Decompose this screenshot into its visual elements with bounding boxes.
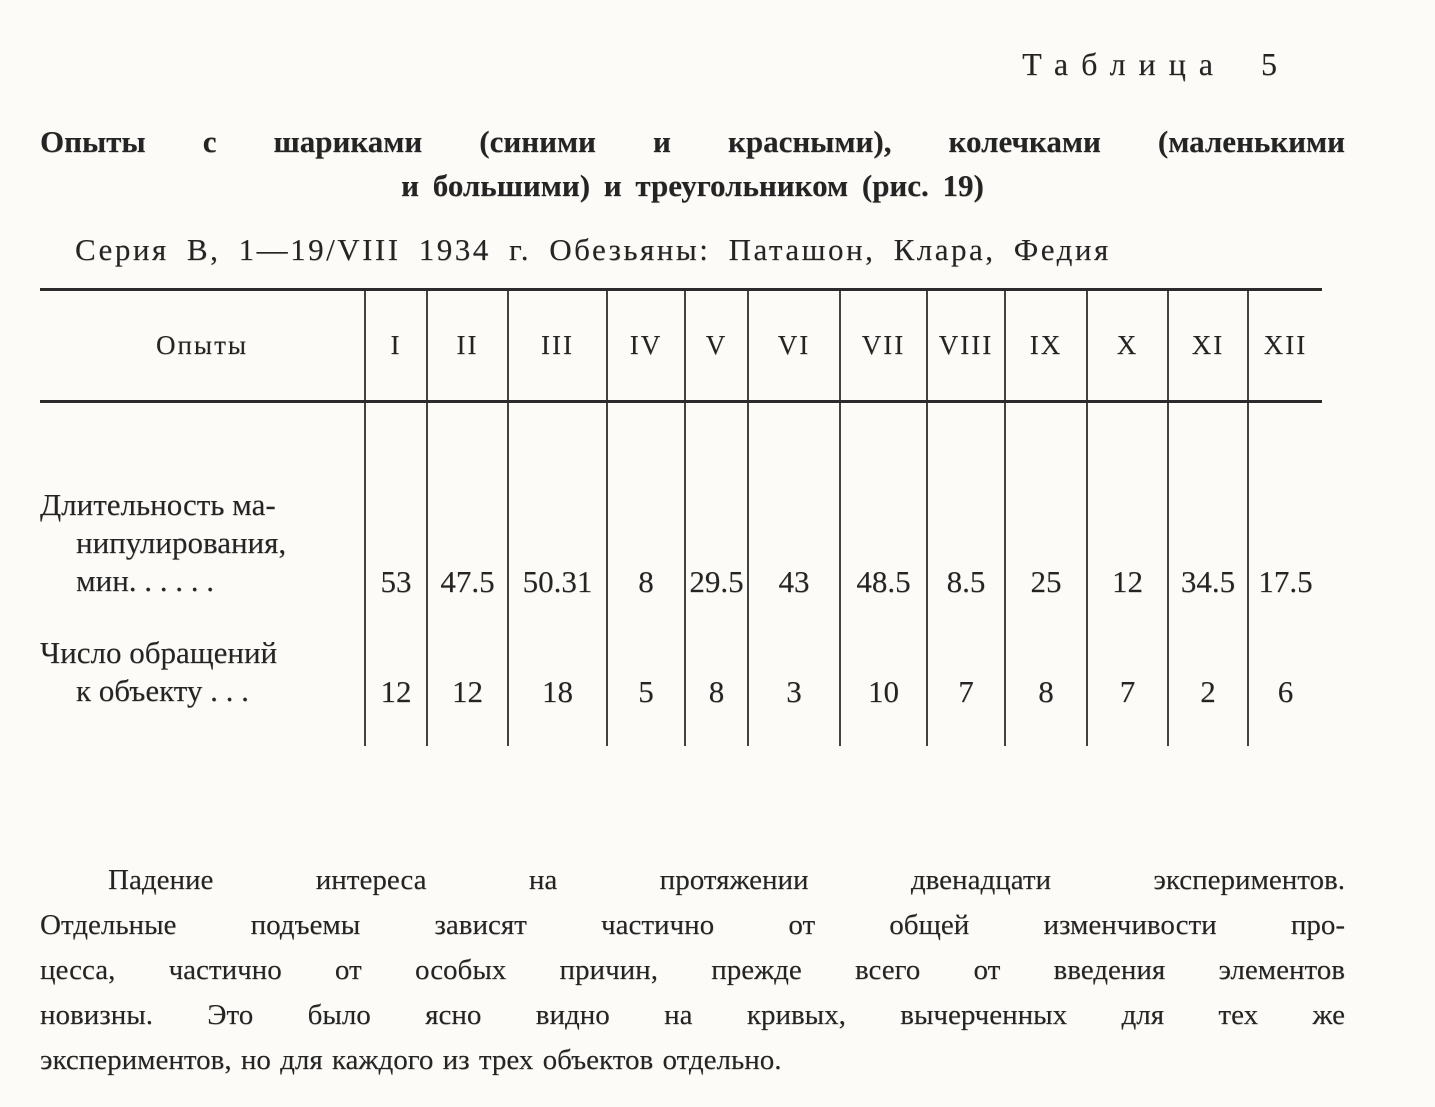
table-caption: Таблица 5	[1022, 46, 1290, 82]
value-cell: 48.5	[840, 402, 927, 620]
row-label-line: к объекту . . .	[76, 672, 249, 708]
experiments-table	[40, 288, 1322, 746]
header-cell: VI	[748, 290, 840, 402]
value-cell: 43	[748, 402, 840, 620]
paragraph-line: Падение интереса на протяжении двенадцати экспериментов.	[108, 863, 1345, 896]
header-cell: VII	[840, 290, 927, 402]
value-cell: 25	[1005, 402, 1087, 620]
value-cell: 50.31	[508, 402, 607, 620]
row-label-line: Число обращений	[40, 634, 278, 670]
value-cell: 34.5	[1168, 402, 1248, 620]
title-line-1: Опыты с шариками (синими и красными), колечками (маленькими	[40, 124, 1345, 159]
value-cell: 7	[1087, 620, 1168, 746]
paragraph-line: Отдельные подъемы зависят частично от общей изменчивости про-	[40, 908, 1345, 941]
row-label-line: нипулирования,	[76, 524, 287, 560]
header-cell: XI	[1168, 290, 1248, 402]
row-label-contacts	[40, 620, 365, 746]
value-cell: 7	[927, 620, 1005, 746]
paragraph-line: экспериментов, но для каждого из трех объектов отдельно.	[40, 1043, 782, 1076]
value-cell: 8.5	[927, 402, 1005, 620]
header-cell: II	[427, 290, 508, 402]
row-label-line: Длительность ма-	[40, 486, 276, 522]
value-cell: 5	[607, 620, 685, 746]
table-title	[40, 120, 1345, 208]
header-cell: IX	[1005, 290, 1087, 402]
header-cell: X	[1087, 290, 1168, 402]
value-cell: 12	[365, 620, 427, 746]
header-cell: V	[685, 290, 748, 402]
value-cell: 17.5	[1248, 402, 1322, 620]
header-cell: IV	[607, 290, 685, 402]
header-cell: III	[508, 290, 607, 402]
value-cell: 29.5	[685, 402, 748, 620]
row-label-line: мин. . . . . .	[76, 562, 215, 598]
value-cell: 3	[748, 620, 840, 746]
header-cell: XII	[1248, 290, 1322, 402]
body-paragraph	[40, 858, 1345, 1083]
header-cell: I	[365, 290, 427, 402]
value-cell: 8	[1005, 620, 1087, 746]
value-cell: 47.5	[427, 402, 508, 620]
value-cell: 8	[607, 402, 685, 620]
value-cell: 10	[840, 620, 927, 746]
value-cell: 2	[1168, 620, 1248, 746]
value-cell: 18	[508, 620, 607, 746]
table-row-contacts	[40, 620, 1322, 746]
table-row-duration	[40, 402, 1322, 620]
row-label-duration	[40, 402, 365, 620]
table-header-row	[40, 290, 1322, 402]
paragraph-line: цесса, частично от особых причин, прежде всего от введения элементов	[40, 953, 1345, 986]
value-cell: 8	[685, 620, 748, 746]
header-cell-opyty: Опыты	[40, 290, 365, 402]
value-cell: 12	[427, 620, 508, 746]
value-cell: 6	[1248, 620, 1322, 746]
value-cell: 53	[365, 402, 427, 620]
series-line: Серия В, 1—19/VIII 1934 г. Обезьяны: Паташон, Клара, Федия	[75, 232, 1111, 267]
title-line-2: и большими) и треугольником (рис. 19)	[401, 168, 984, 203]
header-cell: VIII	[927, 290, 1005, 402]
paragraph-line: новизны. Это было ясно видно на кривых, вычерченных для тех же	[40, 998, 1345, 1031]
value-cell: 12	[1087, 402, 1168, 620]
